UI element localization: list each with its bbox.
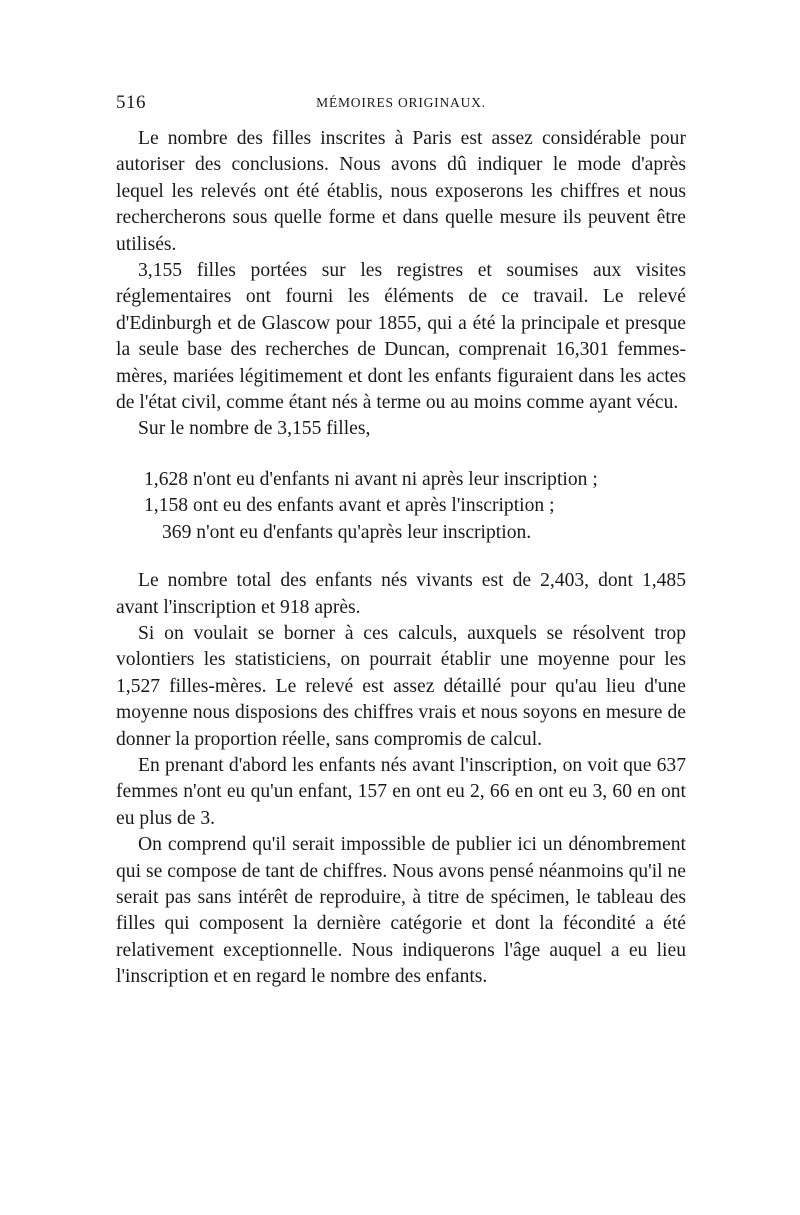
paragraph-averages: Si on voulait se borner à ces calculs, auxquels se résolvent trop volontiers les statisticiens, on pourrait établir une moyenne pour les 1,527 filles-mères. Le relevé est assez détaillé pour qu'au lieu d'une moyenne nous disposions des chiffres vrais et nous soyons en mesure de donner la proportion réelle, sans compromis de calcul. <box>116 622 686 750</box>
statistics-list <box>116 467 686 546</box>
paragraph-intro: Le nombre des filles inscrites à Paris est assez considérable pour autoriser des conclusions. Nous avons dû indiquer le mode d'après lequel les relevés ont été établis, nous exposerons les chiffres et nous rechercherons sous quelle forme et dans quelle mesure ils peuvent être utilisés. <box>116 128 686 255</box>
page-number: 516 <box>116 92 146 113</box>
list-item: 1,158 ont eu des enfants avant et après l'inscription ; <box>144 495 555 517</box>
running-head <box>116 92 686 122</box>
paragraph-sources: 3,155 filles portées sur les registres et soumises aux visites réglementaires ont fourni les éléments de ce travail. Le relevé d'Edinburgh et de Glascow pour 1855, qui a été la principale et presque la seule base des recherches de Duncan, comprenait 16,301 femmes-mères, mariées légitimement et dont les enfants figuraient dans les actes de l'état civil, comme étant nés à terme ou au moins comme ayant vécu. <box>116 260 686 414</box>
paragraph-before-inscription: En prenant d'abord les enfants nés avant l'inscription, on voit que 637 femmes n'ont eu qu'un enfant, 157 en ont eu 2, 66 en ont eu 3, 60 en ont eu plus de 3. <box>116 754 686 829</box>
paragraph-total-children: Le nombre total des enfants nés vivants est de 2,403, dont 1,485 avant l'inscription et 918 après. <box>116 570 686 618</box>
running-title: MÉMOIRES ORIGINAUX. <box>316 95 486 110</box>
paragraph-specimen-table: On comprend qu'il serait impossible de publier ici un dénombrement qui se compose de tant de chiffres. Nous avons pensé néanmoins qu'il ne serait pas sans intérêt de reproduire, à titre de spécimen, le tableau des filles qui composent la dernière catégorie et dont la fécondité a été relativement exceptionnelle. Nous indiquerons l'âge auquel a eu lieu l'inscription et en regard le nombre des enfants. <box>116 834 686 988</box>
list-item: 369 n'ont eu d'enfants qu'après leur inscription. <box>162 521 532 543</box>
paragraph-list-lead: Sur le nombre de 3,155 filles, <box>138 418 371 440</box>
list-item: 1,628 n'ont eu d'enfants ni avant ni après leur inscription ; <box>144 468 598 490</box>
book-page <box>116 92 686 991</box>
